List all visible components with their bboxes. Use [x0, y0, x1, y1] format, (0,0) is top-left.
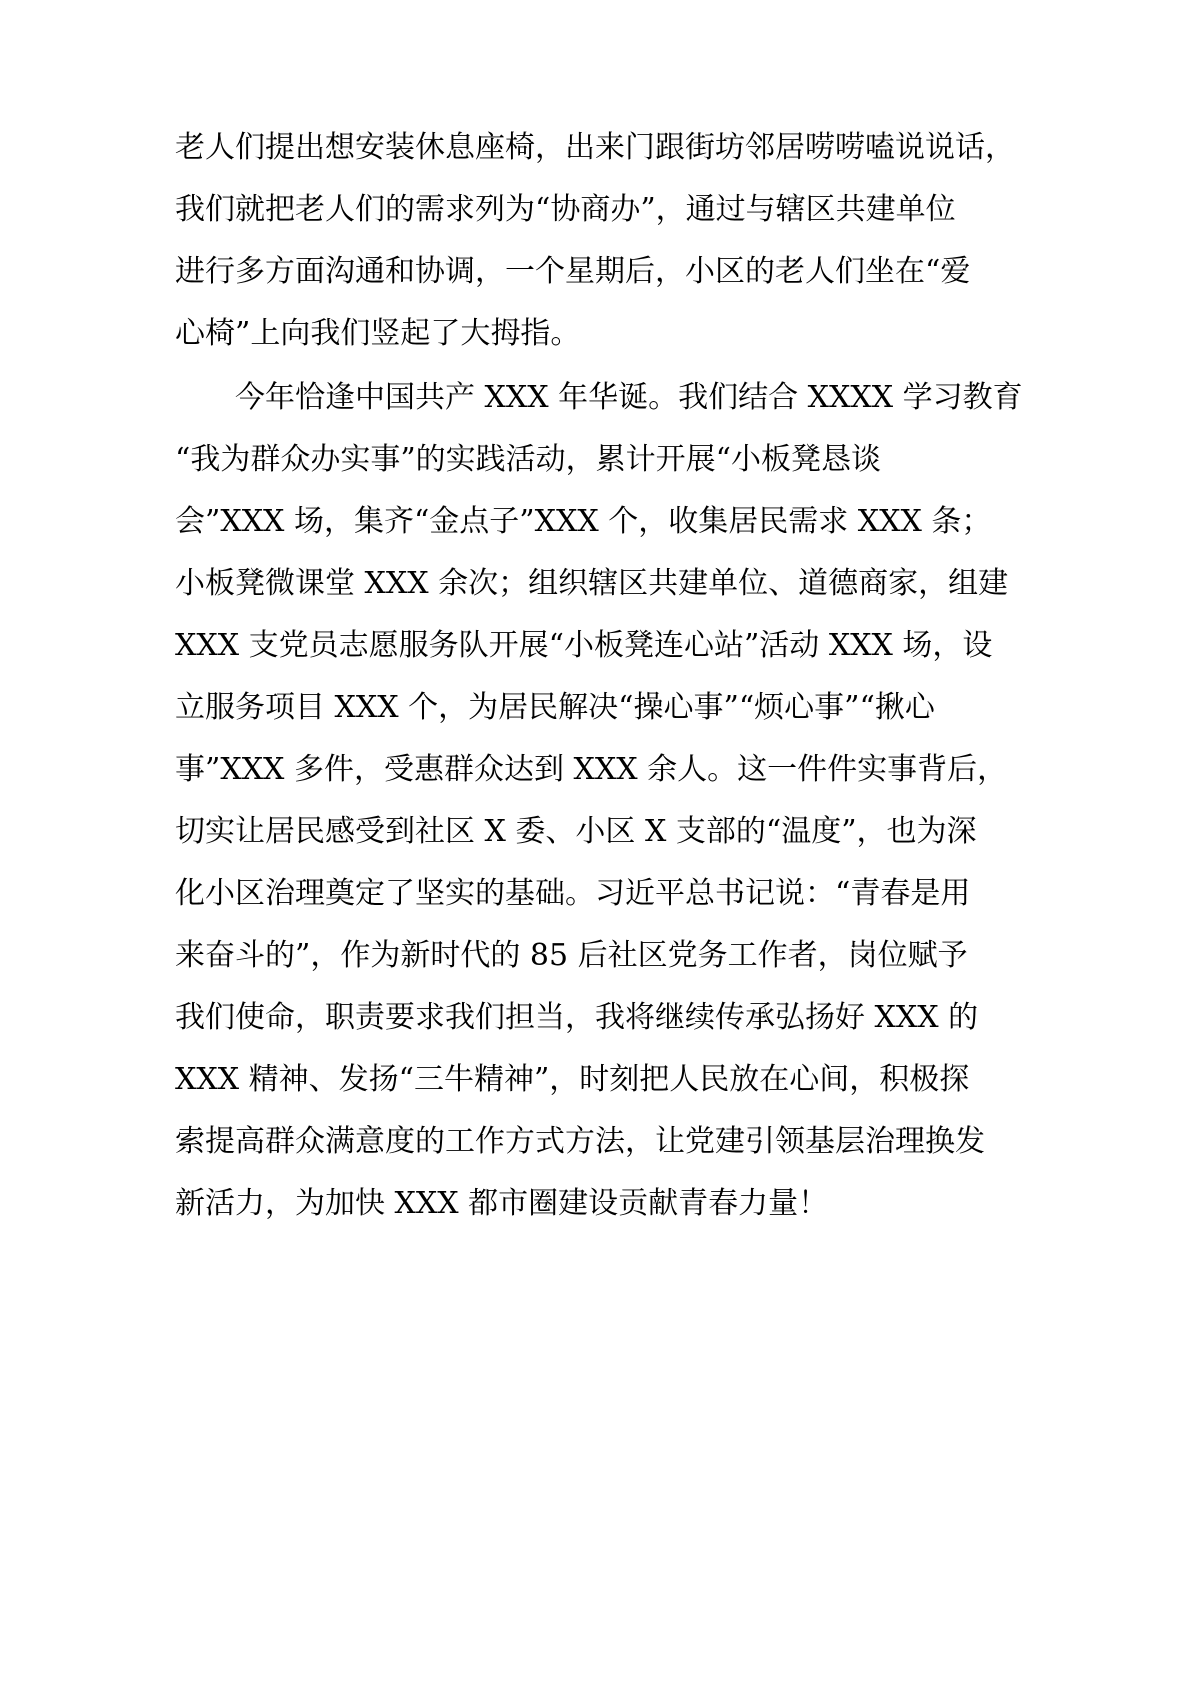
paragraph-2 — [175, 367, 1055, 1235]
text-line: 化小区治理奠定了坚实的基础。习近平总书记说：“青春是用 — [175, 876, 971, 911]
text-line: 切实让居民感受到社区 X 委、小区 X 支部的“温度”，也为深 — [175, 814, 977, 849]
text-line: XXX 精神、发扬“三牛精神”，时刻把人民放在心间，积极探 — [175, 1062, 970, 1097]
text-line: “我为群众办实事”的实践活动，累计开展“小板凳恳谈 — [175, 442, 882, 477]
text-line: 小板凳微课堂 XXX 余次；组织辖区共建单位、道德商家，组建 — [175, 566, 1009, 601]
text-line: 来奋斗的”，作为新时代的 85 后社区党务工作者，岗位赋予 — [175, 938, 968, 973]
text-line: 心椅”上向我们竖起了大拇指。 — [175, 316, 581, 351]
text-line: 立服务项目 XXX 个，为居民解决“操心事”“烦心事”“揪心 — [175, 690, 935, 725]
text-line: 索提高群众满意度的工作方式方法，让党建引领基层治理换发 — [175, 1124, 985, 1159]
text-line: 我们就把老人们的需求列为“协商办”，通过与辖区共建单位 — [175, 192, 956, 227]
text-line: XXX 支党员志愿服务队开展“小板凳连心站”活动 XXX 场，设 — [175, 628, 993, 663]
text-line: 事”XXX 多件，受惠群众达到 XXX 余人。这一件件实事背后， — [175, 752, 1008, 787]
text-line: 进行多方面沟通和协调，一个星期后，小区的老人们坐在“爱 — [175, 254, 971, 289]
paragraph-1 — [175, 117, 1055, 365]
text-line: 我们使命，职责要求我们担当，我将继续传承弘扬好 XXX 的 — [175, 1000, 979, 1035]
text-line: 老人们提出想安装休息座椅，出来门跟街坊邻居唠唠嗑说说话， — [175, 130, 1015, 165]
text-line: 新活力，为加快 XXX 都市圈建设贡献青春力量！ — [175, 1186, 829, 1221]
text-line: 会”XXX 场，集齐“金点子”XXX 个，收集居民需求 XXX 条； — [175, 504, 992, 539]
text-line: 今年恰逢中国共产 XXX 年华诞。我们结合 XXXX 学习教育 — [175, 380, 1023, 415]
